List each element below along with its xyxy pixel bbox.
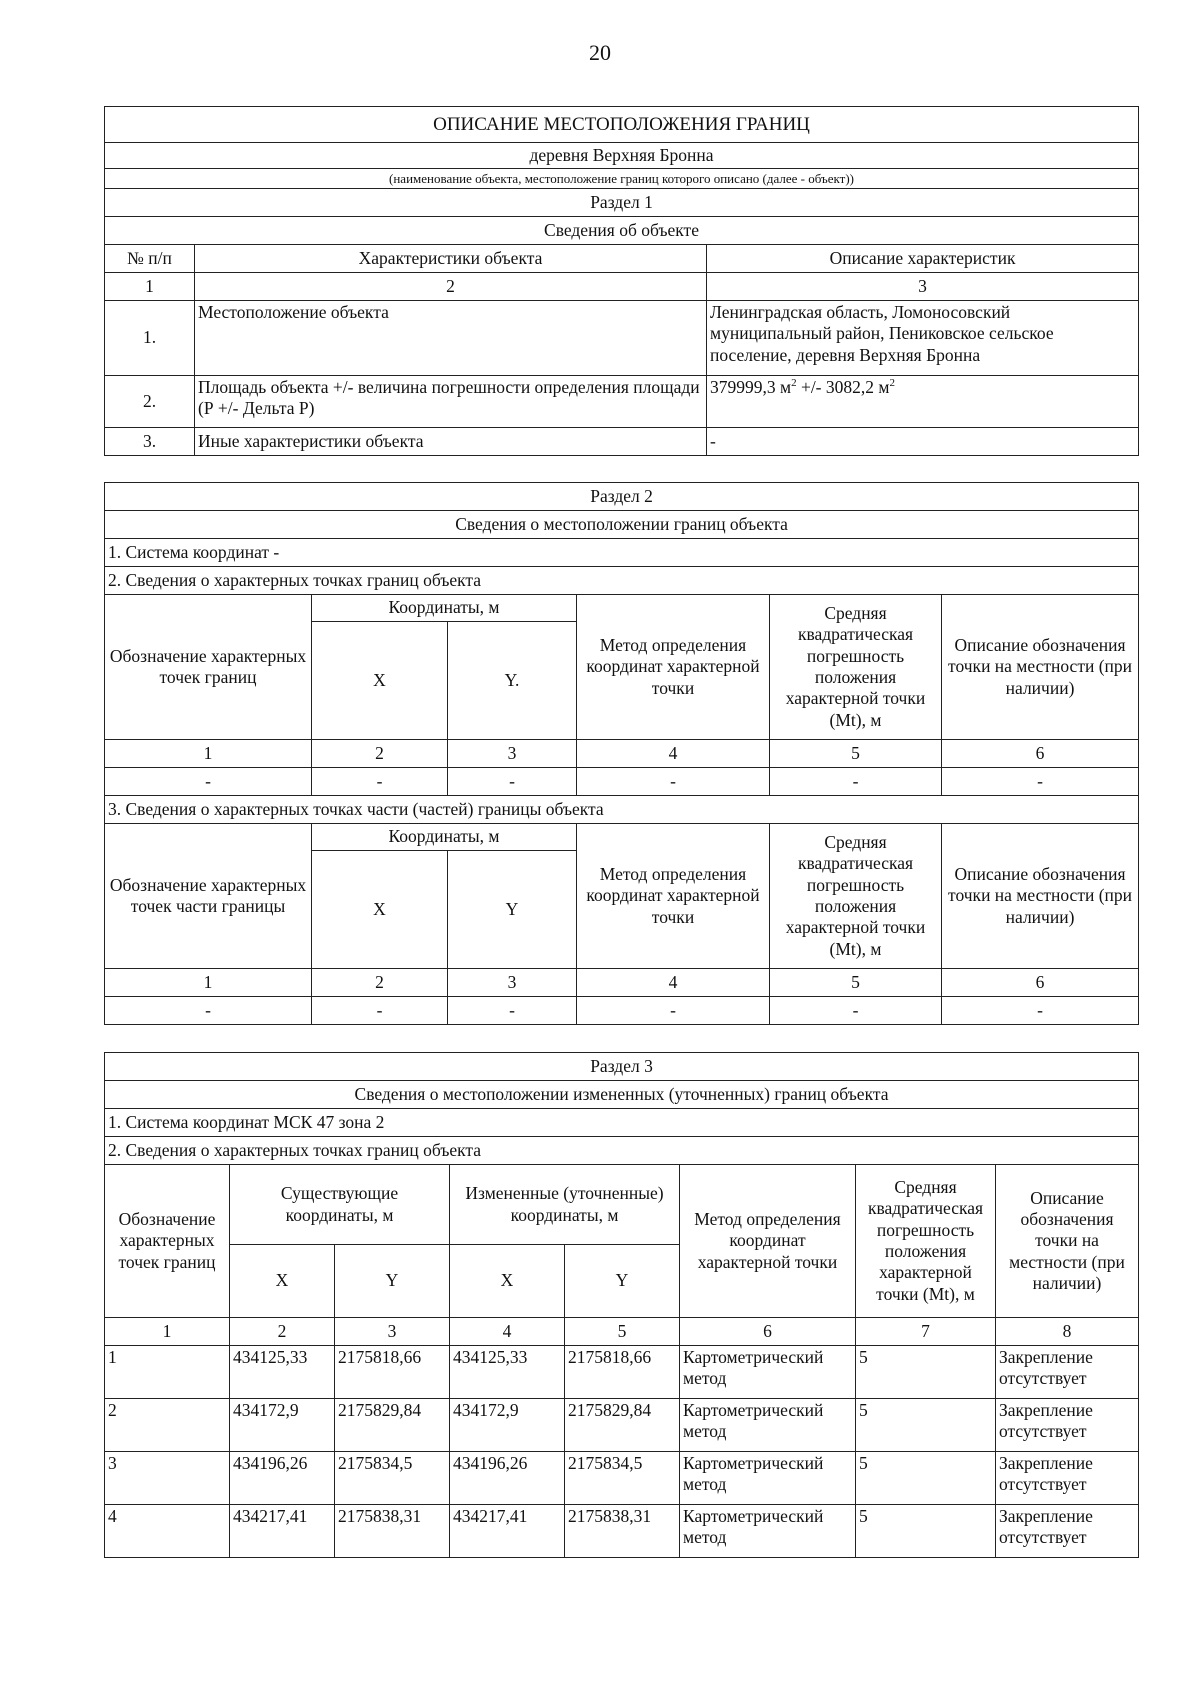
header-x: X — [450, 1245, 565, 1318]
header-y: Y — [335, 1245, 450, 1318]
object-caption: (наименование объекта, местоположение границ которого описано (далее - объект)) — [105, 169, 1139, 189]
empty-cell: - — [577, 768, 770, 796]
col-number: 5 — [770, 740, 942, 768]
header-y: Y. — [448, 622, 577, 740]
header-designation: Обозначение характерных точек части границы — [105, 824, 312, 969]
error: 5 — [856, 1346, 996, 1399]
header-changed-coords: Измененные (уточненные) координаты, м — [450, 1165, 680, 1245]
section3-table — [104, 1052, 1139, 1558]
method: Картометрический метод — [680, 1505, 856, 1558]
changed-y: 2175829,84 — [565, 1399, 680, 1452]
empty-cell: - — [448, 768, 577, 796]
col-number: 7 — [856, 1318, 996, 1346]
row-number: 1. — [105, 301, 195, 376]
section3-heading: Раздел 3 — [105, 1053, 1139, 1081]
point-description: Закрепление отсутствует — [996, 1452, 1139, 1505]
col-number: 1 — [105, 740, 312, 768]
error: 5 — [856, 1505, 996, 1558]
existing-y: 2175834,5 — [335, 1452, 450, 1505]
table-row — [105, 768, 1139, 796]
existing-y: 2175829,84 — [335, 1399, 450, 1452]
table-row — [105, 376, 1139, 428]
empty-cell: - — [312, 997, 448, 1025]
method: Картометрический метод — [680, 1346, 856, 1399]
header-point-description: Описание обозначения точки на местности (при наличии) — [942, 824, 1139, 969]
header-designation: Обозначение характерных точек границ — [105, 1165, 230, 1318]
point-id: 2 — [105, 1399, 230, 1452]
row-name: Местоположение объекта — [195, 301, 707, 376]
col-number: 6 — [680, 1318, 856, 1346]
existing-y: 2175838,31 — [335, 1505, 450, 1558]
header-x: X — [312, 622, 448, 740]
header-error: Средняя квадратическая погрешность положения характерной точки (Mt), м — [770, 824, 942, 969]
error: 5 — [856, 1399, 996, 1452]
header-method: Метод определения координат характерной точки — [680, 1165, 856, 1318]
col-number: 2 — [230, 1318, 335, 1346]
section1-table — [104, 106, 1139, 456]
point-description: Закрепление отсутствует — [996, 1346, 1139, 1399]
existing-x: 434172,9 — [230, 1399, 335, 1452]
col-number: 2 — [312, 740, 448, 768]
header-num: № п/п — [105, 245, 195, 273]
table-row — [105, 428, 1139, 456]
table-row — [105, 1505, 1139, 1558]
col-number: 3 — [335, 1318, 450, 1346]
row-name: Иные характеристики объекта — [195, 428, 707, 456]
header-method: Метод определения координат характерной точки — [577, 824, 770, 969]
method: Картометрический метод — [680, 1399, 856, 1452]
parts-title: 3. Сведения о характерных точках части (частей) границы объекта — [105, 796, 1139, 824]
page-number: 20 — [589, 40, 611, 65]
col-number: 3 — [707, 273, 1139, 301]
section2-table — [104, 482, 1139, 1025]
header-point-description: Описание обозначения точки на местности (при наличии) — [996, 1165, 1139, 1318]
empty-cell: - — [942, 997, 1139, 1025]
changed-y: 2175818,66 — [565, 1346, 680, 1399]
section3-subheading: Сведения о местоположении измененных (уточненных) границ объекта — [105, 1081, 1139, 1109]
point-id: 1 — [105, 1346, 230, 1399]
header-error: Средняя квадратическая погрешность положения характерной точки (Mt), м — [856, 1165, 996, 1318]
header-point-description: Описание обозначения точки на местности (при наличии) — [942, 595, 1139, 740]
row-number: 3. — [105, 428, 195, 456]
table-row — [105, 1399, 1139, 1452]
row-value: Ленинградская область, Ломоносовский муниципальный район, Пениковское сельское поселение, деревня Верхняя Бронна — [707, 301, 1139, 376]
header-x: X — [312, 851, 448, 969]
header-description: Описание характеристик — [707, 245, 1139, 273]
col-number: 3 — [448, 740, 577, 768]
header-y: Y — [448, 851, 577, 969]
header-method: Метод определения координат характерной точки — [577, 595, 770, 740]
empty-cell: - — [105, 997, 312, 1025]
header-designation: Обозначение характерных точек границ — [105, 595, 312, 740]
header-characteristics: Характеристики объекта — [195, 245, 707, 273]
col-number: 2 — [312, 969, 448, 997]
row-value: 379999,3 $м^2$ +/- 3082,2 $м^2$ — [707, 376, 1139, 428]
coord-system: 1. Система координат МСК 47 зона 2 — [105, 1109, 1139, 1137]
empty-cell: - — [770, 997, 942, 1025]
header-coords: Координаты, м — [312, 595, 577, 622]
section2-subheading: Сведения о местоположении границ объекта — [105, 511, 1139, 539]
header-x: X — [230, 1245, 335, 1318]
existing-y: 2175818,66 — [335, 1346, 450, 1399]
col-number: 1 — [105, 1318, 230, 1346]
col-number: 4 — [450, 1318, 565, 1346]
table-row — [105, 1346, 1139, 1399]
col-number: 2 — [195, 273, 707, 301]
changed-x: 434196,26 — [450, 1452, 565, 1505]
empty-cell: - — [105, 768, 312, 796]
col-number: 4 — [577, 969, 770, 997]
empty-cell: - — [770, 768, 942, 796]
point-description: Закрепление отсутствует — [996, 1399, 1139, 1452]
section2-heading: Раздел 2 — [105, 483, 1139, 511]
points-title: 2. Сведения о характерных точках границ объекта — [105, 567, 1139, 595]
changed-y: 2175834,5 — [565, 1452, 680, 1505]
header-y: Y — [565, 1245, 680, 1318]
section1-subheading: Сведения об объекте — [105, 217, 1139, 245]
row-value: - — [707, 428, 1139, 456]
col-number: 4 — [577, 740, 770, 768]
method: Картометрический метод — [680, 1452, 856, 1505]
col-number: 6 — [942, 969, 1139, 997]
row-name: Площадь объекта +/- величина погрешности определения площади (Р +/- Дельта Р) — [195, 376, 707, 428]
empty-cell: - — [448, 997, 577, 1025]
table-row — [105, 1452, 1139, 1505]
header-existing-coords: Существующие координаты, м — [230, 1165, 450, 1245]
table-row — [105, 301, 1139, 376]
col-number: 1 — [105, 969, 312, 997]
row-number: 2. — [105, 376, 195, 428]
error: 5 — [856, 1452, 996, 1505]
existing-x: 434217,41 — [230, 1505, 335, 1558]
changed-y: 2175838,31 — [565, 1505, 680, 1558]
col-number: 8 — [996, 1318, 1139, 1346]
header-coords: Координаты, м — [312, 824, 577, 851]
table-row — [105, 997, 1139, 1025]
col-number: 1 — [105, 273, 195, 301]
col-number: 3 — [448, 969, 577, 997]
existing-x: 434196,26 — [230, 1452, 335, 1505]
changed-x: 434172,9 — [450, 1399, 565, 1452]
coord-system: 1. Система координат - — [105, 539, 1139, 567]
document-title: ОПИСАНИЕ МЕСТОПОЛОЖЕНИЯ ГРАНИЦ — [105, 107, 1139, 143]
point-id: 3 — [105, 1452, 230, 1505]
points-title: 2. Сведения о характерных точках границ объекта — [105, 1137, 1139, 1165]
point-description: Закрепление отсутствует — [996, 1505, 1139, 1558]
existing-x: 434125,33 — [230, 1346, 335, 1399]
header-error: Средняя квадратическая погрешность положения характерной точки (Mt), м — [770, 595, 942, 740]
empty-cell: - — [942, 768, 1139, 796]
col-number: 6 — [942, 740, 1139, 768]
col-number: 5 — [770, 969, 942, 997]
object-name: деревня Верхняя Бронна — [105, 143, 1139, 169]
empty-cell: - — [312, 768, 448, 796]
point-id: 4 — [105, 1505, 230, 1558]
col-number: 5 — [565, 1318, 680, 1346]
empty-cell: - — [577, 997, 770, 1025]
section1-heading: Раздел 1 — [105, 189, 1139, 217]
changed-x: 434125,33 — [450, 1346, 565, 1399]
changed-x: 434217,41 — [450, 1505, 565, 1558]
